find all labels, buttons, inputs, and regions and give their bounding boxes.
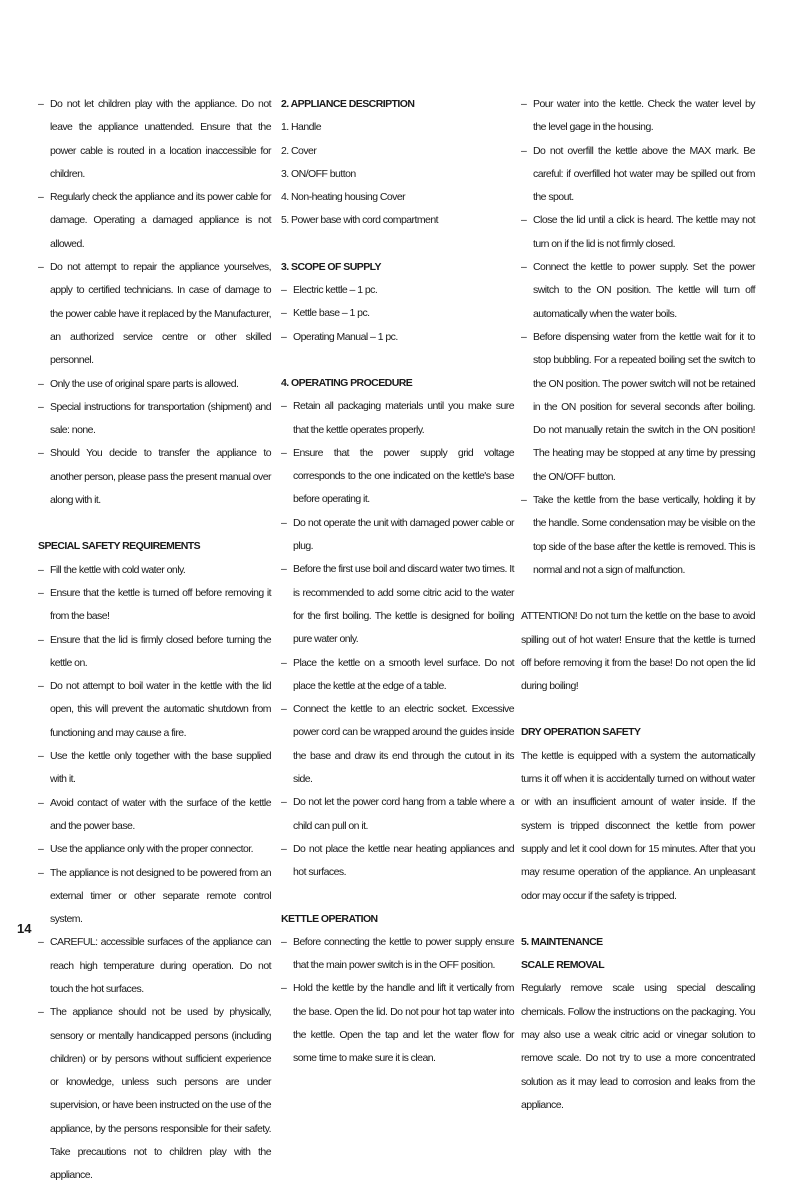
list-item: – Pour water into the kettle. Check the water level by the level gage in the housing.: [521, 93, 755, 140]
operating-procedure-heading: 4. OPERATING PROCEDURE: [281, 376, 413, 389]
spacer: [521, 698, 755, 721]
spacer: [281, 349, 514, 372]
list-item: – Ensure that the power supply grid voltage corresponds to the one indicated on the kettle's base before operating it.: [281, 442, 514, 512]
description-item: 3. ON/OFF button: [281, 167, 356, 180]
scale-removal-heading: SCALE REMOVAL: [521, 959, 605, 972]
spacer: [281, 233, 514, 256]
list-item: – Hold the kettle by the handle and lift it vertically from the base. Open the lid. Do not pour hot tap water into the kettle. Open the tap and let the water flow for some time to make sure it is clean.: [281, 977, 514, 1070]
list-item: – Retain all packaging materials until you make sure that the kettle operates properly.: [281, 395, 514, 442]
dry-operation-paragraph: The kettle is equipped with a system the automatically turns it off when it is accidentally turned on without water or with an insufficient amount of water inside. If the system is tripped disconnect the kettle from power supply and let it cool down for 15 minutes. After that you may resume operation of the appliance. An unpleasant odor may occur if the safety is tripped.: [521, 749, 755, 902]
list-item: – Connect the kettle to power supply. Set the power switch to the ON position. The kettle will turn off automatically when the water boils.: [521, 256, 755, 326]
list-item: – Connect the kettle to an electric socket. Excessive power cord can be wrapped around the guides inside the base and draw its end through the cutout in its side.: [281, 698, 514, 791]
list-item: – Avoid contact of water with the surface of the kettle and the power base.: [38, 792, 271, 839]
operation-steps-list: [521, 93, 755, 582]
scope-of-supply-heading: 3. SCOPE OF SUPPLY: [281, 260, 381, 273]
scale-removal-paragraph: Regularly remove scale using special descaling chemicals. Follow the instructions on the packaging. You may also use a weak citric acid or vinegar solution to remove scale. Do not try to use a more concentrated solution as it may lead to corrosion and leaks from the appliance.: [521, 982, 755, 1111]
list-item: – Do not attempt to repair the appliance yourselves, apply to certified technicians. In case of damage to the power cable have it replaced by the Manufacturer, an authorized service centre or other skilled personnel.: [38, 256, 271, 372]
column-right: [521, 93, 755, 1117]
list-item: – Operating Manual – 1 pc.: [281, 326, 514, 349]
list-item: – Do not let the power cord hang from a table where a child can pull on it.: [281, 791, 514, 838]
description-item: 4. Non-heating housing Cover: [281, 191, 406, 204]
general-safety-list: [38, 93, 271, 512]
appliance-description-heading: 2. APPLIANCE DESCRIPTION: [281, 98, 415, 110]
spacer: [521, 582, 755, 605]
kettle-operation-heading: KETTLE OPERATION: [281, 912, 378, 925]
list-item: – Do not let children play with the appliance. Do not leave the appliance unattended. Ensure that the power cable is routed in a location inaccessible for children.: [38, 93, 271, 186]
list-item: – Use the kettle only together with the base supplied with it.: [38, 745, 271, 792]
description-item: 5. Power base with cord compartment: [281, 214, 438, 227]
spacer: [521, 908, 755, 931]
list-item: – Fill the kettle with cold water only.: [38, 559, 271, 582]
list-item: – The appliance should not be used by physically, sensory or mentally handicapped persons (including children) or by persons without sufficient experience or knowledge, unless such persons are under supervision, or have been instructed on the use of the appliance, by the persons responsible for their safety. Take precautions not to children play with the appliance.: [38, 1001, 271, 1187]
dry-operation-heading: DRY OPERATION SAFETY: [521, 726, 641, 739]
list-item: – Should You decide to transfer the appliance to another person, please pass the present manual over along with it.: [38, 442, 271, 512]
column-left: [38, 93, 271, 1188]
description-item: 1. Handle: [281, 121, 321, 134]
procedure-list: [281, 395, 514, 884]
description-item: 2. Cover: [281, 144, 317, 157]
list-item: – Ensure that the lid is firmly closed before turning the kettle on.: [38, 629, 271, 676]
list-item: – Regularly check the appliance and its power cable for damage. Operating a damaged appliance is not allowed.: [38, 186, 271, 256]
special-safety-heading: SPECIAL SAFETY REQUIREMENTS: [38, 540, 201, 553]
list-item: – Take the kettle from the base vertically, holding it by the handle. Some condensation may be visible on the top side of the base after the kettle is removed. This is normal and not a sign of malfunction.: [521, 489, 755, 582]
list-item: – Do not operate the unit with damaged power cable or plug.: [281, 512, 514, 559]
list-item: – The appliance is not designed to be powered from an external timer or other separate remote control system.: [38, 862, 271, 932]
list-item: – Before dispensing water from the kettle wait for it to stop bubbling. For a repeated boiling set the switch to the ON position. The power switch will not be retained in the ON position for several seconds after boiling. Do not manually retain the switch in the ON position! The heating may be stopped at any time by pressing the ON/OFF button.: [521, 326, 755, 489]
list-item: – Do not attempt to boil water in the kettle with the lid open, this will prevent the automatic shutdown from functioning and may cause a fire.: [38, 675, 271, 745]
list-item: – Place the kettle on a smooth level surface. Do not place the kettle at the edge of a table.: [281, 652, 514, 699]
special-safety-list: [38, 559, 271, 1188]
page-number: 14: [17, 921, 32, 936]
list-item: – Use the appliance only with the proper connector.: [38, 838, 271, 861]
list-item: – Kettle base – 1 pc.: [281, 302, 514, 325]
spacer: [38, 512, 271, 535]
list-item: – Special instructions for transportation (shipment) and sale: none.: [38, 396, 271, 443]
list-item: – Before connecting the kettle to power supply ensure that the main power switch is in the OFF position.: [281, 931, 514, 978]
list-item: – Only the use of original spare parts is allowed.: [38, 373, 271, 396]
spacer: [281, 885, 514, 908]
list-item: – Do not place the kettle near heating appliances and hot surfaces.: [281, 838, 514, 885]
scope-list: [281, 279, 514, 349]
column-middle: [281, 93, 514, 1071]
list-item: – Close the lid until a click is heard. The kettle may not turn on if the lid is not firmly closed.: [521, 209, 755, 256]
kettle-operation-list: [281, 931, 514, 1071]
list-item: – Electric kettle – 1 pc.: [281, 279, 514, 302]
list-item: – Do not overfill the kettle above the MAX mark. Be careful: if overfilled hot water may be spilled out from the spout.: [521, 140, 755, 210]
maintenance-heading: 5. MAINTENANCE: [521, 935, 603, 948]
list-item: – CAREFUL: accessible surfaces of the appliance can reach high temperature during operation. Do not touch the hot surfaces.: [38, 931, 271, 1001]
attention-paragraph: ATTENTION! Do not turn the kettle on the base to avoid spilling out of hot water! Ensure that the kettle is turned off before removing it from the base! Do not open the lid during boiling!: [521, 610, 755, 693]
list-item: – Before the first use boil and discard water two times. It is recommended to add some citric acid to the water for the first boiling. The kettle is designed for boiling pure water only.: [281, 558, 514, 651]
list-item: – Ensure that the kettle is turned off before removing it from the base!: [38, 582, 271, 629]
